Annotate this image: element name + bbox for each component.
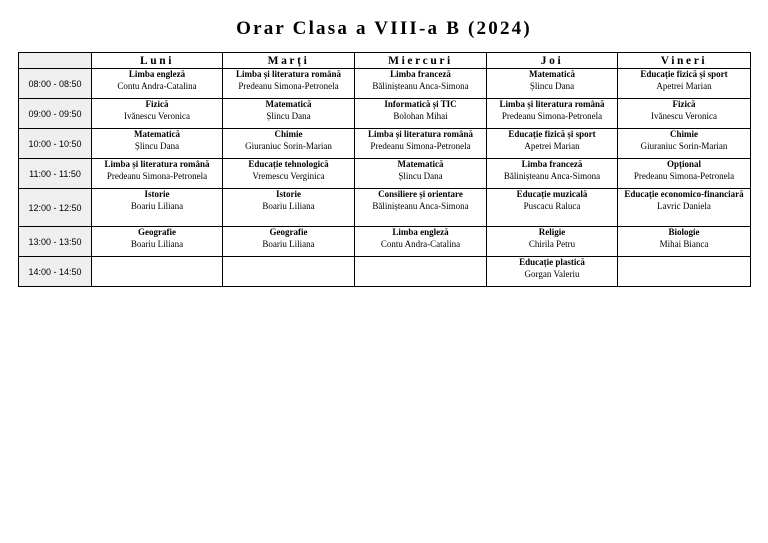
teacher-name: Contu Andra-Catalina (117, 81, 197, 91)
teacher-name: Predeanu Simona-Petronela (106, 171, 208, 181)
subject-name: Limba și literatura română (235, 69, 342, 79)
time-row (19, 189, 751, 227)
subject-name: Matematică (397, 159, 444, 169)
class-cell (223, 159, 355, 189)
teacher-name: Boariu Liliana (262, 239, 315, 249)
subject-name: Fizică (145, 99, 169, 109)
day-header: Marți (223, 53, 355, 69)
time-row (19, 99, 751, 129)
class-cell (487, 189, 618, 227)
time-slot: 12:00 - 12:50 (19, 189, 92, 227)
time-slot: 14:00 - 14:50 (19, 257, 92, 287)
teacher-name: Predeanu Simona-Petronela (633, 171, 735, 181)
class-cell (92, 257, 223, 287)
class-cell (92, 227, 223, 257)
corner-cell (19, 53, 92, 69)
subject-name: Istorie (144, 189, 170, 199)
day-header: Luni (92, 53, 223, 69)
class-cell (487, 227, 618, 257)
subject-name: Educație economico-financiară (624, 189, 744, 199)
teacher-name: Apetrei Marian (524, 141, 580, 151)
class-cell (618, 129, 751, 159)
class-cell (487, 129, 618, 159)
teacher-name: Chirila Petru (528, 239, 576, 249)
subject-name: Limba engleză (128, 69, 186, 79)
teacher-name: Predeanu Simona-Petronela (501, 111, 603, 121)
class-cell (92, 69, 223, 99)
class-cell (618, 189, 751, 227)
timetable (18, 52, 751, 287)
day-header: Vineri (618, 53, 751, 69)
subject-name: Educație plastică (519, 257, 585, 267)
day-header: Miercuri (355, 53, 487, 69)
subject-name: Educație tehnologică (248, 159, 329, 169)
subject-name: Consiliere și orientare (378, 189, 463, 199)
teacher-name: Șlincu Dana (529, 81, 575, 91)
time-row (19, 257, 751, 287)
subject-name: Limba franceză (521, 159, 583, 169)
class-cell (92, 189, 223, 227)
teacher-name: Gorgan Valeriu (524, 269, 580, 279)
time-row (19, 159, 751, 189)
teacher-name: Contu Andra-Catalina (380, 239, 461, 249)
subject-name: Biologie (668, 227, 700, 237)
subject-name: Istorie (276, 189, 301, 199)
class-cell (487, 99, 618, 129)
time-row (19, 129, 751, 159)
teacher-name: Bălinișteanu Anca-Simona (503, 171, 601, 181)
page-title: Orar Clasa a VIII-a B (2024) (236, 18, 532, 39)
day-header-row (19, 53, 751, 69)
class-cell (92, 159, 223, 189)
time-row (19, 227, 751, 257)
subject-name: Limba engleză (392, 227, 449, 237)
teacher-name: Lavric Daniela (657, 201, 711, 211)
subject-name: Fizică (672, 99, 696, 109)
class-cell (487, 69, 618, 99)
subject-name: Chimie (670, 129, 698, 139)
subject-name: Limba franceză (390, 69, 451, 79)
class-cell (223, 129, 355, 159)
teacher-name: Șlincu Dana (266, 111, 311, 121)
class-cell (355, 159, 487, 189)
teacher-name: Predeanu Simona-Petronela (238, 81, 339, 91)
class-cell (92, 129, 223, 159)
teacher-name: Vremescu Verginica (252, 171, 325, 181)
class-cell (92, 99, 223, 129)
teacher-name: Bălinișteanu Anca-Simona (372, 81, 469, 91)
subject-name: Religie (538, 227, 566, 237)
subject-name: Chimie (274, 129, 303, 139)
subject-name: Opțional (666, 159, 701, 169)
class-cell (355, 99, 487, 129)
subject-name: Educație muzicală (516, 189, 588, 199)
time-row (19, 69, 751, 99)
subject-name: Educație fizică și sport (508, 129, 596, 139)
subject-name: Geografie (269, 227, 308, 237)
class-cell (618, 159, 751, 189)
teacher-name: Boariu Liliana (130, 239, 184, 249)
time-slot: 10:00 - 10:50 (19, 129, 92, 159)
class-cell (355, 129, 487, 159)
subject-name: Geografie (138, 227, 176, 237)
subject-name: Matematică (265, 99, 312, 109)
class-cell (223, 257, 355, 287)
teacher-name: Bolohan Mihai (393, 111, 448, 121)
class-cell (223, 99, 355, 129)
class-cell (618, 69, 751, 99)
teacher-name: Șlincu Dana (398, 171, 443, 181)
time-slot: 09:00 - 09:50 (19, 99, 92, 129)
class-cell (618, 257, 751, 287)
class-cell (223, 69, 355, 99)
teacher-name: Boariu Liliana (130, 201, 184, 211)
teacher-name: Mihai Bianca (659, 239, 709, 249)
teacher-name: Predeanu Simona-Petronela (370, 141, 471, 151)
teacher-name: Giuraniuc Sorin-Marian (640, 141, 728, 151)
subject-name: Educație fizică și sport (640, 69, 728, 79)
subject-name: Limba și literatura română (499, 99, 605, 109)
subject-name: Limba și literatura română (367, 129, 474, 139)
subject-name: Informatică și TIC (384, 99, 457, 109)
class-cell (355, 227, 487, 257)
class-cell (223, 227, 355, 257)
time-slot: 13:00 - 13:50 (19, 227, 92, 257)
subject-name: Matematică (529, 69, 575, 79)
class-cell (355, 257, 487, 287)
teacher-name: Șlincu Dana (134, 141, 180, 151)
class-cell (618, 227, 751, 257)
class-cell (618, 99, 751, 129)
subject-name: Matematică (134, 129, 180, 139)
class-cell (487, 257, 618, 287)
teacher-name: Puscacu Raluca (523, 201, 581, 211)
class-cell (355, 189, 487, 227)
day-header: Joi (487, 53, 618, 69)
teacher-name: Bălinișteanu Anca-Simona (372, 201, 469, 211)
time-slot: 08:00 - 08:50 (19, 69, 92, 99)
teacher-name: Boariu Liliana (262, 201, 315, 211)
class-cell (223, 189, 355, 227)
teacher-name: Apetrei Marian (656, 81, 712, 91)
teacher-name: Ivănescu Veronica (650, 111, 718, 121)
subject-name: Limba și literatura română (104, 159, 210, 169)
class-cell (487, 159, 618, 189)
teacher-name: Giuraniuc Sorin-Marian (245, 141, 332, 151)
class-cell (355, 69, 487, 99)
time-slot: 11:00 - 11:50 (19, 159, 92, 189)
teacher-name: Ivănescu Veronica (123, 111, 191, 121)
